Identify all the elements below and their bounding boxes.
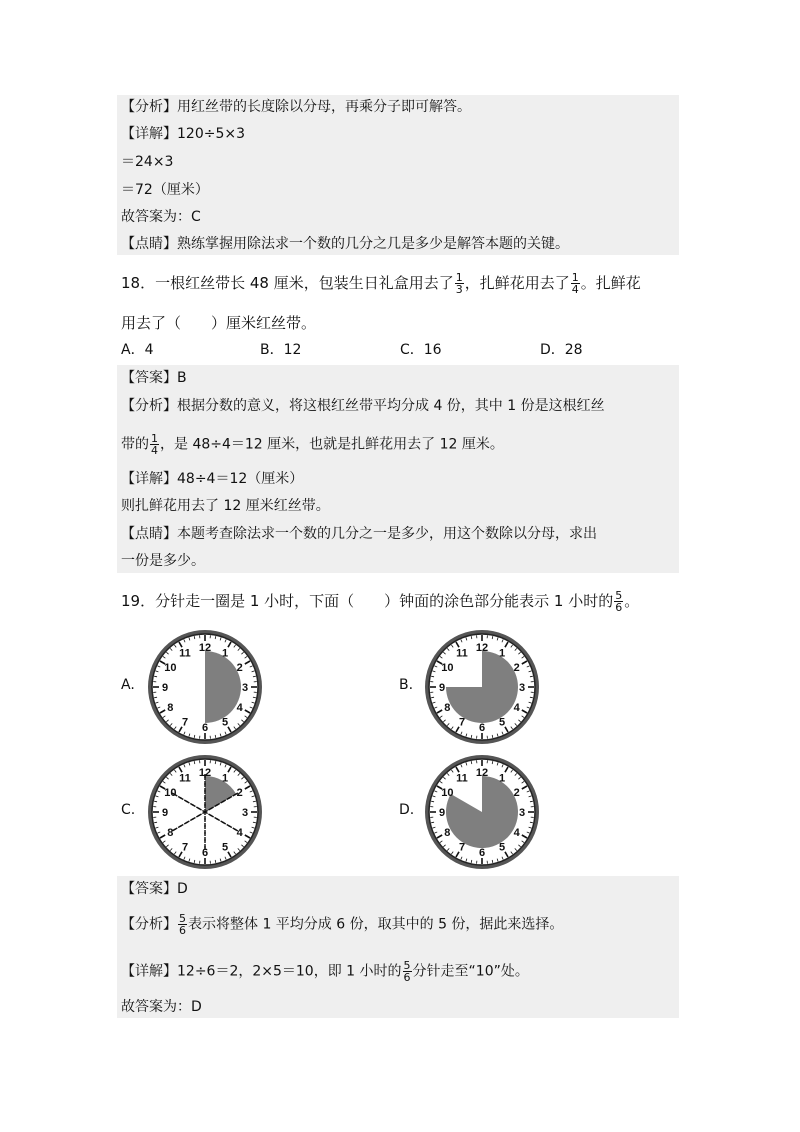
option-d-18: D．28 bbox=[540, 342, 583, 358]
clock-number: 9 bbox=[161, 807, 169, 819]
q18-text-1: 18．一根红丝带长 48 厘米，包装生日礼盒用去了 bbox=[121, 274, 454, 292]
fraction-five-sixths-3: $\frac{5}{6}$ bbox=[403, 959, 411, 984]
clock-number: 2 bbox=[513, 662, 520, 674]
answer-18: 【答案】B bbox=[121, 370, 187, 386]
option-b-18: B．12 bbox=[260, 342, 302, 358]
clock-number: 5 bbox=[221, 841, 229, 854]
clock-number: 12 bbox=[198, 767, 212, 779]
question-18-line2: 用去了（ ）厘米红丝带。 bbox=[121, 314, 317, 332]
clock-number: 9 bbox=[438, 682, 446, 694]
clock-number: 3 bbox=[241, 807, 249, 819]
clock-number: 4 bbox=[236, 827, 243, 839]
clock-number: 4 bbox=[236, 702, 243, 714]
question-19: 19．分针走一圈是 1 小时，下面（ ）钟面的涂色部分能表示 1 小时的 $\frac{5}{6}$ 。 bbox=[121, 589, 640, 614]
clock-number: 2 bbox=[236, 662, 243, 674]
clock-number: 9 bbox=[161, 682, 169, 694]
clock-number: 10 bbox=[164, 787, 177, 799]
conclusion-18: 则扎鲜花用去了 12 厘米红丝带。 bbox=[121, 498, 330, 514]
clock-a bbox=[146, 628, 264, 746]
fraction-five-sixths: $\frac{5}{6}$ bbox=[615, 589, 623, 614]
clock-b bbox=[423, 628, 541, 746]
detail-18: 【详解】48÷4＝12（厘米） bbox=[121, 471, 304, 487]
clock-number: 6 bbox=[478, 847, 486, 859]
detail-19: 【详解】12÷6＝2，2×5＝10，即 1 小时的 $\frac{5}{6}$ 分针走至“10”处。 bbox=[121, 959, 529, 984]
clock-number: 12 bbox=[198, 642, 212, 654]
option-c-18: C．16 bbox=[400, 342, 442, 358]
clock-number: 12 bbox=[475, 767, 489, 779]
clock-number: 6 bbox=[201, 847, 209, 859]
clock-number: 3 bbox=[241, 682, 249, 694]
clock-number: 5 bbox=[498, 716, 506, 729]
clock-number: 4 bbox=[513, 702, 520, 714]
clock-b-label: B. bbox=[399, 677, 414, 693]
step1-17: ＝24×3 bbox=[121, 154, 174, 170]
clock-number: 1 bbox=[221, 772, 229, 785]
clock-number: 10 bbox=[441, 787, 454, 799]
q18-text-3: 。扎鲜花 bbox=[580, 274, 641, 292]
clock-number: 2 bbox=[513, 787, 520, 799]
clock-number: 8 bbox=[444, 702, 451, 714]
clock-number: 7 bbox=[458, 716, 466, 729]
clock-number: 8 bbox=[167, 827, 174, 839]
clock-number: 11 bbox=[179, 647, 191, 660]
fraction-five-sixths-2: $\frac{5}{6}$ bbox=[179, 912, 186, 937]
clock-number: 1 bbox=[498, 772, 506, 785]
q18-text-2: ，扎鲜花用去了 bbox=[464, 274, 570, 292]
clock-number: 10 bbox=[441, 662, 454, 674]
fraction-one-quarter-2: $\frac{1}{4}$ bbox=[151, 432, 158, 457]
clock-number: 11 bbox=[179, 772, 191, 785]
detail-17: 【详解】120÷5×3 bbox=[121, 126, 245, 142]
comment-17: 【点睛】熟练掌握用除法求一个数的几分之几是多少是解答本题的关键。 bbox=[121, 236, 569, 252]
clock-number: 2 bbox=[236, 787, 243, 799]
clock-number: 6 bbox=[201, 722, 209, 734]
clock-number: 3 bbox=[518, 682, 526, 694]
clock-number: 6 bbox=[478, 722, 486, 734]
option-a-18: A．4 bbox=[121, 342, 154, 358]
clock-number: 7 bbox=[181, 841, 189, 854]
analysis-18-b: 带的 $\frac{1}{4}$ ，是 48÷4＝12 厘米，也就是扎鲜花用去了 12 厘米。 bbox=[121, 432, 504, 457]
clock-number: 7 bbox=[181, 716, 189, 729]
answer-line-19: 故答案为：D bbox=[121, 999, 202, 1015]
fraction-one-third: $\frac{1}{3}$ bbox=[455, 271, 463, 296]
solution-block-17 bbox=[117, 95, 679, 255]
clock-number: 8 bbox=[167, 702, 174, 714]
clock-a-label: A. bbox=[121, 677, 135, 693]
question-18 bbox=[121, 272, 641, 295]
clock-number: 5 bbox=[221, 716, 229, 729]
analysis-18-a: 【分析】根据分数的意义，将这根红丝带平均分成 4 份，其中 1 份是这根红丝 bbox=[121, 398, 605, 414]
clock-c-label: C. bbox=[121, 802, 136, 818]
clock-number: 1 bbox=[498, 647, 506, 660]
clock-number: 12 bbox=[475, 642, 489, 654]
answer-17: 故答案为：C bbox=[121, 209, 201, 225]
clock-number: 4 bbox=[513, 827, 520, 839]
clock-number: 5 bbox=[498, 841, 506, 854]
clock-number: 9 bbox=[438, 807, 446, 819]
clock-number: 11 bbox=[456, 772, 468, 785]
fraction-one-quarter: $\frac{1}{4}$ bbox=[571, 271, 579, 296]
clock-number: 1 bbox=[221, 647, 229, 660]
comment-18-b: 一份是多少。 bbox=[121, 553, 205, 569]
clock-c bbox=[146, 753, 264, 871]
analysis-17: 【分析】用红丝带的长度除以分母，再乘分子即可解答。 bbox=[121, 99, 471, 115]
clock-number: 3 bbox=[518, 807, 526, 819]
comment-18-a: 【点睛】本题考查除法求一个数的几分之一是多少，用这个数除以分母，求出 bbox=[121, 526, 597, 542]
answer-19: 【答案】D bbox=[121, 881, 188, 897]
clock-d bbox=[423, 753, 541, 871]
clock-number: 11 bbox=[456, 647, 468, 660]
analysis-19: 【分析】 $\frac{5}{6}$ 表示将整体 1 平均分成 6 份，取其中的 5 份，据此来选择。 bbox=[121, 912, 564, 937]
clock-number: 7 bbox=[458, 841, 466, 854]
clock-number: 10 bbox=[164, 662, 177, 674]
clock-number: 8 bbox=[444, 827, 451, 839]
clock-d-label: D. bbox=[399, 802, 415, 818]
step2-17: ＝72（厘米） bbox=[121, 182, 209, 198]
